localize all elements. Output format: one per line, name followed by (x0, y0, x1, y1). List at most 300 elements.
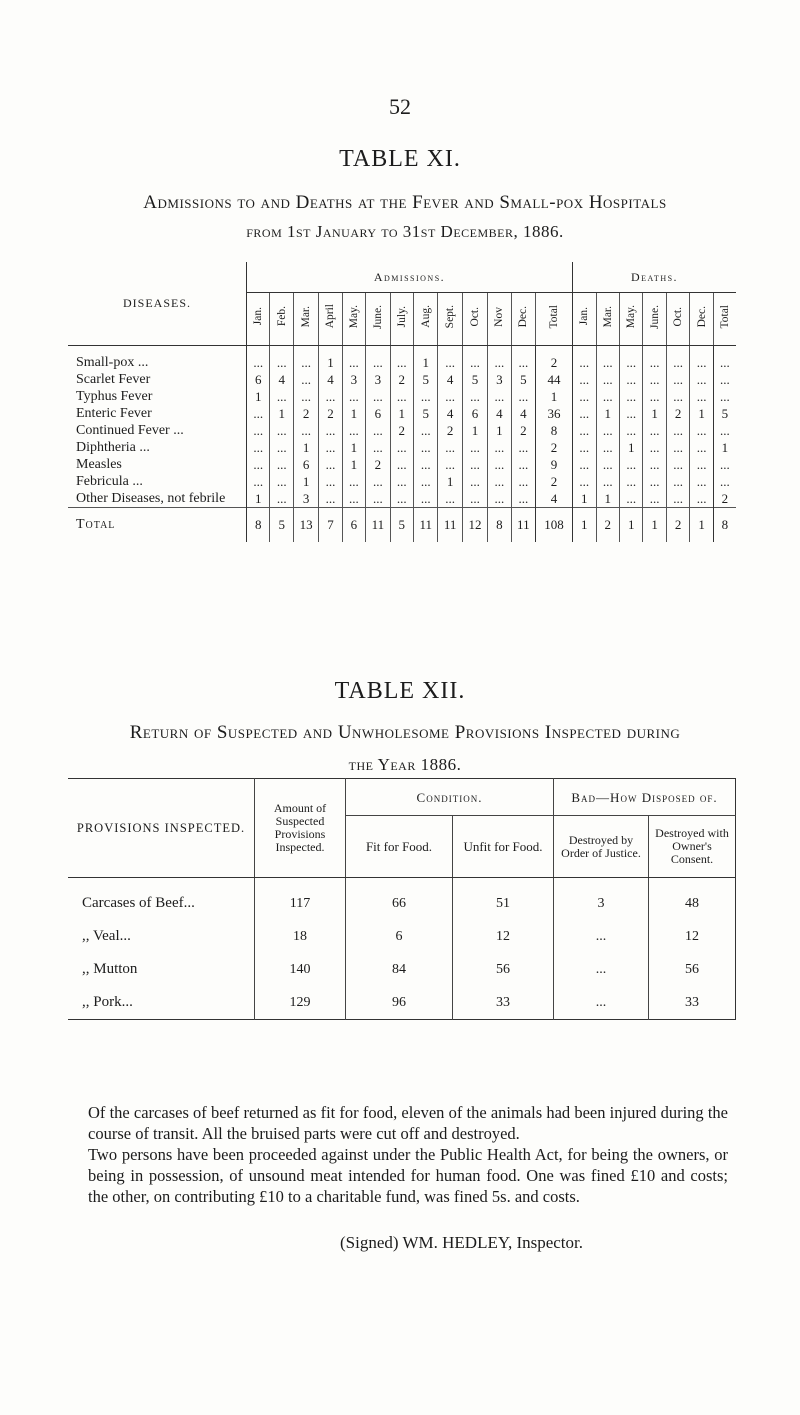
admission-cell: 5 (414, 371, 438, 388)
death-cell: ... (573, 422, 596, 439)
disease-row (68, 456, 736, 473)
provision-unfit-cell: 12 (453, 920, 554, 953)
death-cell: ... (666, 346, 689, 372)
admission-cell: ... (488, 388, 511, 405)
death-cell: 5 (713, 405, 736, 422)
admission-cell: ... (438, 456, 462, 473)
provision-fit-cell: 66 (346, 878, 453, 921)
month-label: Dec. (695, 305, 708, 328)
provisions-header: PROVISIONS INSPECTED. (68, 779, 255, 878)
month-label: Aug. (419, 305, 432, 328)
month-label: June. (648, 304, 661, 329)
admission-cell: 2 (319, 405, 342, 422)
admission-cell: 4 (438, 371, 462, 388)
admission-cell: 6 (247, 371, 270, 388)
death-month-header (713, 293, 736, 346)
admission-month-header (342, 293, 365, 346)
admission-cell: ... (488, 473, 511, 490)
table-11 (68, 262, 736, 542)
month-label: Jan. (252, 307, 265, 326)
provision-amount-cell: 140 (255, 953, 346, 986)
death-cell: 2 (713, 490, 736, 508)
table-11-subtitle: Admissions to and Deaths at the Fever and Small-pox Hospitals (143, 192, 667, 213)
admission-cell: ... (270, 422, 293, 439)
admission-cell: ... (319, 439, 342, 456)
admission-month-header (511, 293, 535, 346)
admission-cell: 3 (488, 371, 511, 388)
death-month-header (690, 293, 713, 346)
admission-cell: ... (270, 473, 293, 490)
admission-month-header (293, 293, 318, 346)
admission-cell: 4 (438, 405, 462, 422)
table-12-title: TABLE XII. (334, 678, 466, 704)
death-cell: ... (643, 473, 666, 490)
death-cell: ... (690, 422, 713, 439)
admission-cell: 2 (536, 439, 573, 456)
admission-cell: ... (319, 490, 342, 508)
death-cell: 2 (666, 405, 689, 422)
admission-cell: ... (319, 473, 342, 490)
admission-cell: ... (488, 490, 511, 508)
death-cell: ... (573, 473, 596, 490)
month-label: May. (625, 304, 638, 329)
admission-cell: ... (414, 473, 438, 490)
death-cell: ... (573, 371, 596, 388)
admission-cell: ... (366, 346, 390, 372)
admission-cell: 1 (462, 422, 487, 439)
admission-cell: 1 (438, 473, 462, 490)
provision-amount-cell: 117 (255, 878, 346, 921)
admission-cell: ... (511, 473, 535, 490)
admission-cell: 11 (438, 508, 462, 543)
provision-justice-cell: ... (554, 986, 649, 1020)
death-cell: 2 (666, 508, 689, 543)
admission-cell: 2 (511, 422, 535, 439)
admission-cell: ... (438, 439, 462, 456)
table-11-title: TABLE XI. (339, 146, 461, 172)
total-row (68, 508, 736, 543)
disease-name: Typhus Fever (68, 388, 247, 405)
admission-cell: ... (293, 388, 318, 405)
admission-cell: 2 (366, 456, 390, 473)
admission-cell: 8 (247, 508, 270, 543)
note-paragraph-2: Two persons have been proceeded against under the Public Health Act, for being the owners, or being in possession, of unsound meat intended for human food. One was fined £10 and costs; the other, on contributing £10 to a charitable fund, was fined 5s. and costs. (88, 1145, 728, 1206)
death-cell: ... (573, 405, 596, 422)
provision-label-cell: ,, Mutton (82, 961, 138, 977)
page-number: 52 (389, 94, 411, 119)
provision-consent-cell: 56 (649, 953, 736, 986)
admission-cell: ... (270, 388, 293, 405)
admission-cell: ... (462, 456, 487, 473)
death-cell: ... (619, 405, 642, 422)
provision-justice-cell: ... (554, 953, 649, 986)
death-cell: ... (596, 371, 619, 388)
month-label: Oct. (469, 306, 481, 327)
admission-cell: ... (342, 346, 365, 372)
admission-cell: 1 (536, 388, 573, 405)
admission-cell: ... (438, 490, 462, 508)
death-cell: ... (666, 422, 689, 439)
destroyed-by-justice-header: Destroyed by Order of Justice. (554, 816, 649, 878)
admission-cell: 4 (511, 405, 535, 422)
admission-cell: ... (438, 346, 462, 372)
death-cell: ... (666, 473, 689, 490)
death-cell: ... (596, 439, 619, 456)
admission-cell: 6 (462, 405, 487, 422)
admission-cell: ... (270, 490, 293, 508)
provision-label-cell: ,, Pork... (82, 994, 133, 1010)
admission-cell: 4 (319, 371, 342, 388)
provision-row (68, 920, 736, 953)
admission-cell: ... (247, 456, 270, 473)
admission-month-header (414, 293, 438, 346)
admission-cell: 1 (390, 405, 413, 422)
provision-justice-cell: ... (554, 920, 649, 953)
signature: (Signed) WM. HEDLEY, Inspector. (340, 1233, 584, 1252)
disease-name: Small-pox ... (68, 346, 247, 372)
disease-name: Continued Fever ... (68, 422, 247, 439)
death-cell: ... (713, 422, 736, 439)
admission-cell: ... (511, 490, 535, 508)
provision-row (68, 986, 736, 1020)
death-cell: 1 (596, 490, 619, 508)
provision-unfit-cell: 56 (453, 953, 554, 986)
admission-cell: ... (247, 473, 270, 490)
admission-cell: 11 (511, 508, 535, 543)
admission-cell: 1 (342, 456, 365, 473)
admission-cell: ... (462, 490, 487, 508)
provision-amount-cell: 18 (255, 920, 346, 953)
admission-cell: ... (462, 388, 487, 405)
notes-paragraphs (88, 1102, 728, 1207)
admission-cell: ... (293, 422, 318, 439)
admission-cell: ... (390, 388, 413, 405)
death-month-header (596, 293, 619, 346)
admission-cell: ... (488, 439, 511, 456)
death-cell: ... (643, 371, 666, 388)
month-label: April (324, 304, 337, 329)
death-cell: 1 (596, 405, 619, 422)
admission-cell: ... (319, 456, 342, 473)
death-cell: ... (596, 388, 619, 405)
admission-cell: 4 (270, 371, 293, 388)
admission-cell: ... (390, 346, 413, 372)
death-cell: 1 (573, 508, 596, 543)
admission-month-header (270, 293, 293, 346)
admission-cell: ... (414, 422, 438, 439)
death-cell: ... (690, 456, 713, 473)
month-label: Jan. (578, 307, 591, 326)
admission-cell: ... (438, 388, 462, 405)
admission-cell: 3 (342, 371, 365, 388)
provision-unfit-cell: 51 (453, 878, 554, 921)
death-cell: 1 (643, 508, 666, 543)
disease-row (68, 439, 736, 456)
admission-cell: ... (511, 439, 535, 456)
admission-cell: ... (511, 388, 535, 405)
death-cell: ... (643, 422, 666, 439)
table-11-date-range: from 1st January to 31st December, 1886. (246, 222, 564, 241)
admission-cell: ... (414, 439, 438, 456)
admission-cell: 6 (342, 508, 365, 543)
death-cell: ... (713, 456, 736, 473)
admission-cell: ... (366, 490, 390, 508)
admission-cell: 2 (390, 422, 413, 439)
admission-cell: ... (488, 346, 511, 372)
death-cell: ... (643, 346, 666, 372)
disease-name: Diphtheria ... (68, 439, 247, 456)
admission-cell: 1 (270, 405, 293, 422)
death-month-header (666, 293, 689, 346)
death-month-header (643, 293, 666, 346)
admission-cell: ... (293, 346, 318, 372)
admission-cell: 7 (319, 508, 342, 543)
death-cell: ... (666, 456, 689, 473)
month-label: Mar. (601, 305, 614, 328)
death-cell: ... (643, 456, 666, 473)
month-label: Total (548, 304, 561, 329)
death-cell: ... (713, 388, 736, 405)
admission-cell: ... (366, 422, 390, 439)
death-cell: ... (666, 490, 689, 508)
death-cell: ... (619, 490, 642, 508)
death-cell: 2 (596, 508, 619, 543)
admission-cell: 6 (366, 405, 390, 422)
admission-cell: ... (366, 388, 390, 405)
provision-row (68, 953, 736, 986)
admission-month-header (488, 293, 511, 346)
admission-cell: ... (342, 422, 365, 439)
death-cell: ... (690, 388, 713, 405)
death-cell: ... (619, 422, 642, 439)
admission-cell: ... (319, 422, 342, 439)
provision-consent-cell: 12 (649, 920, 736, 953)
death-cell: ... (596, 473, 619, 490)
admission-cell: ... (247, 439, 270, 456)
admission-cell: 1 (319, 346, 342, 372)
death-cell: ... (690, 490, 713, 508)
admission-cell: ... (366, 473, 390, 490)
disease-row (68, 422, 736, 439)
admission-cell: 1 (293, 439, 318, 456)
month-label: July. (395, 305, 408, 328)
admission-cell: 8 (488, 508, 511, 543)
admission-cell: 1 (247, 388, 270, 405)
admission-cell: ... (511, 456, 535, 473)
provision-unfit-cell: 33 (453, 986, 554, 1020)
admission-cell: 36 (536, 405, 573, 422)
admission-cell: ... (342, 473, 365, 490)
provision-label-cell: ,, Veal... (82, 928, 131, 944)
admission-cell: ... (488, 456, 511, 473)
provision-fit-cell: 6 (346, 920, 453, 953)
death-cell: 1 (713, 439, 736, 456)
death-cell: ... (619, 456, 642, 473)
provision-row (68, 878, 736, 921)
admission-cell: 2 (536, 473, 573, 490)
admission-cell: ... (390, 490, 413, 508)
death-cell: ... (643, 490, 666, 508)
admission-cell: 12 (462, 508, 487, 543)
death-cell: ... (713, 371, 736, 388)
provision-fit-cell: 96 (346, 986, 453, 1020)
admission-month-header (462, 293, 487, 346)
admission-cell: 8 (536, 422, 573, 439)
admission-cell: 1 (488, 422, 511, 439)
month-label: Oct. (672, 306, 685, 327)
admission-cell: 5 (390, 508, 413, 543)
disease-row (68, 388, 736, 405)
disease-name: Febricula ... (68, 473, 247, 490)
admission-month-header (390, 293, 413, 346)
admission-cell: ... (247, 346, 270, 372)
death-cell: 1 (643, 405, 666, 422)
admission-cell: 2 (390, 371, 413, 388)
disease-row (68, 371, 736, 388)
admission-cell: 5 (270, 508, 293, 543)
admission-month-header (319, 293, 342, 346)
provision-fit-cell: 84 (346, 953, 453, 986)
provision-label-cell: Carcases of Beef... (82, 895, 195, 911)
admission-cell: 11 (414, 508, 438, 543)
month-label: Feb. (275, 306, 288, 327)
table-12-year: the Year 1886. (348, 755, 462, 774)
diseases-header: DISEASES. (68, 262, 247, 346)
death-month-header (619, 293, 642, 346)
death-cell: ... (713, 346, 736, 372)
note-paragraph-1: Of the carcases of beef returned as fit for food, eleven of the animals had been injured during the course of transit. All the bruised parts were cut off and destroyed. (88, 1103, 728, 1143)
admission-cell: ... (319, 388, 342, 405)
admission-cell: ... (270, 439, 293, 456)
death-cell: ... (619, 388, 642, 405)
admission-cell: 3 (366, 371, 390, 388)
disease-row (68, 473, 736, 490)
admission-month-header (247, 293, 270, 346)
death-cell: ... (666, 439, 689, 456)
bad-disposal-header: Bad—How Disposed of. (554, 779, 736, 816)
disease-name: Total (68, 508, 247, 543)
month-label: Total (718, 304, 731, 329)
death-cell: ... (643, 439, 666, 456)
admission-cell: ... (414, 388, 438, 405)
admission-cell: 4 (536, 490, 573, 508)
disease-name: Measles (68, 456, 247, 473)
provision-consent-cell: 33 (649, 986, 736, 1020)
admission-cell: 6 (293, 456, 318, 473)
condition-header: Condition. (346, 779, 554, 816)
admission-month-header (536, 293, 573, 346)
admission-cell: 9 (536, 456, 573, 473)
month-label: June. (371, 304, 384, 329)
admission-cell: ... (390, 439, 413, 456)
admission-cell: 1 (342, 439, 365, 456)
amount-header: Amount of Suspected Provisions Inspected. (255, 779, 346, 878)
death-cell: 8 (713, 508, 736, 543)
admission-cell: ... (342, 490, 365, 508)
death-cell: ... (573, 439, 596, 456)
death-cell: ... (573, 346, 596, 372)
death-cell: 1 (690, 405, 713, 422)
death-cell: ... (596, 422, 619, 439)
death-cell: ... (690, 346, 713, 372)
admission-cell: 5 (462, 371, 487, 388)
death-cell: ... (619, 473, 642, 490)
death-cell: ... (713, 473, 736, 490)
table-12 (68, 778, 736, 1020)
admission-cell: 5 (511, 371, 535, 388)
table-12-subtitle: Return of Suspected and Unwholesome Provisions Inspected during (129, 722, 681, 743)
admission-cell: 1 (293, 473, 318, 490)
fit-for-food-header: Fit for Food. (346, 816, 453, 878)
admission-cell: 2 (293, 405, 318, 422)
admission-cell: ... (247, 405, 270, 422)
provision-amount-cell: 129 (255, 986, 346, 1020)
admission-cell: ... (511, 346, 535, 372)
disease-name: Enteric Fever (68, 405, 247, 422)
admission-cell: 11 (366, 508, 390, 543)
admission-cell: 13 (293, 508, 318, 543)
admission-cell: ... (366, 439, 390, 456)
death-cell: ... (666, 388, 689, 405)
admission-cell: ... (462, 439, 487, 456)
death-cell: ... (573, 388, 596, 405)
admission-cell: 44 (536, 371, 573, 388)
admission-cell: ... (270, 456, 293, 473)
admission-cell: 1 (414, 346, 438, 372)
disease-row (68, 490, 736, 508)
deaths-header: Deaths. (573, 262, 736, 293)
admission-cell: 1 (342, 405, 365, 422)
disease-row (68, 405, 736, 422)
disease-name: Other Diseases, not febrile (68, 490, 247, 508)
admission-cell: ... (390, 473, 413, 490)
death-cell: ... (619, 346, 642, 372)
death-cell: 1 (619, 439, 642, 456)
admission-month-header (438, 293, 462, 346)
death-cell: ... (690, 439, 713, 456)
month-label: Sept. (444, 304, 457, 329)
provision-justice-cell: 3 (554, 878, 649, 921)
admission-cell: ... (293, 371, 318, 388)
admission-cell: 2 (438, 422, 462, 439)
disease-row (68, 346, 736, 372)
death-cell: ... (666, 371, 689, 388)
month-label: May. (347, 304, 360, 329)
admission-cell: 5 (414, 405, 438, 422)
death-cell: 1 (690, 508, 713, 543)
death-cell: ... (690, 371, 713, 388)
death-cell: ... (619, 371, 642, 388)
month-label: Mar. (300, 305, 313, 328)
death-cell: ... (690, 473, 713, 490)
death-cell: ... (596, 456, 619, 473)
admission-cell: 3 (293, 490, 318, 508)
admission-cell: 4 (488, 405, 511, 422)
death-month-header (573, 293, 596, 346)
admission-cell: ... (390, 456, 413, 473)
death-cell: 1 (573, 490, 596, 508)
admission-cell: ... (414, 456, 438, 473)
admission-cell: ... (247, 422, 270, 439)
admission-cell: ... (462, 473, 487, 490)
death-cell: ... (596, 346, 619, 372)
admission-cell: ... (462, 346, 487, 372)
month-label: Dec. (517, 305, 530, 328)
disease-name: Scarlet Fever (68, 371, 247, 388)
admission-cell: 2 (536, 346, 573, 372)
death-cell: ... (643, 388, 666, 405)
death-cell: 1 (619, 508, 642, 543)
